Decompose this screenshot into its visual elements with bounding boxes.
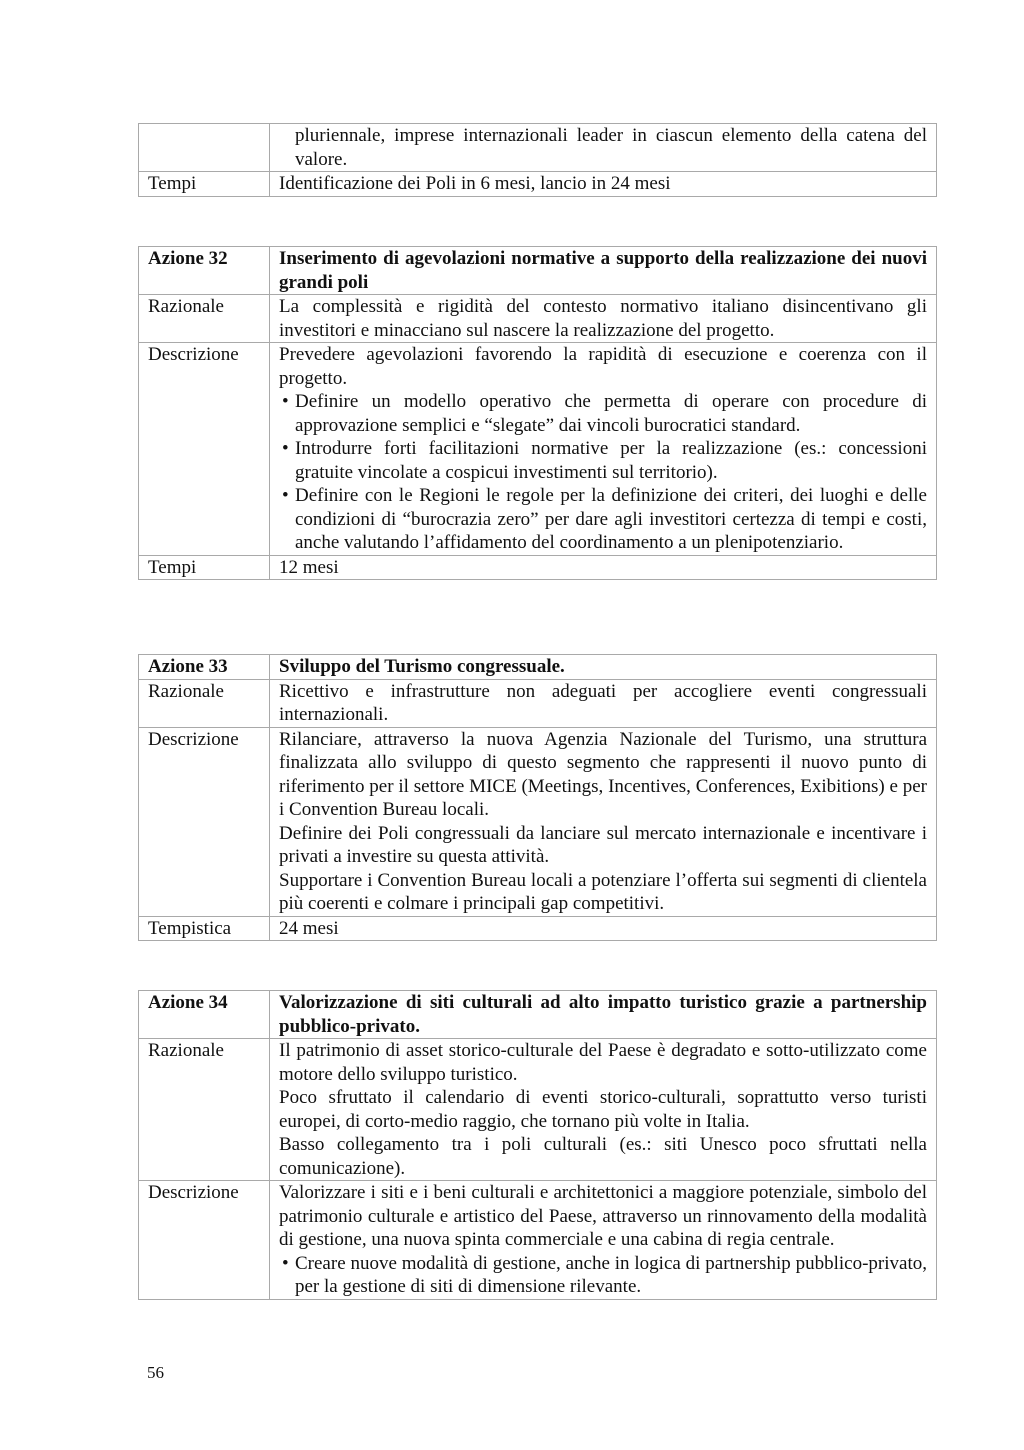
- action-title: Sviluppo del Turismo congressuale.: [270, 655, 937, 680]
- row-content-descrizione: [270, 343, 937, 556]
- row-label-empty: [139, 124, 270, 172]
- table-row: [139, 991, 937, 1039]
- row-content-tempi: Identificazione dei Poli in 6 mesi, lancio in 24 mesi: [270, 172, 937, 197]
- row-content-razionale: [270, 1039, 937, 1181]
- action-label: Azione 34: [139, 991, 270, 1039]
- action-label: Azione 32: [139, 247, 270, 295]
- table-continued: [138, 123, 937, 197]
- bullet-icon: •: [282, 391, 289, 412]
- row-label-razionale: Razionale: [139, 295, 270, 343]
- table-row: [139, 124, 937, 172]
- table-azione-32: [138, 246, 937, 580]
- paragraph: Basso collegamento tra i poli culturali (es.: siti Unesco poco sfruttati nella comunicazione).: [279, 1134, 927, 1179]
- bullet-item: [279, 390, 927, 437]
- row-content-razionale: Ricettivo e infrastrutture non adeguati per accogliere eventi congressuali internazionali.: [270, 679, 937, 727]
- paragraph: Supportare i Convention Bureau locali a potenziare l’offerta sui segmenti di clientela più coerenti e colmare i principali gap competitivi.: [279, 869, 927, 914]
- table-row: [139, 343, 937, 556]
- row-content-tempi: 12 mesi: [270, 555, 937, 580]
- row-label-descrizione: Descrizione: [139, 1181, 270, 1300]
- row-label-descrizione: Descrizione: [139, 727, 270, 916]
- action-title: Inserimento di agevolazioni normative a supporto della realizzazione dei nuovi grandi poli: [270, 247, 937, 295]
- row-content: [270, 124, 937, 172]
- bullet-item: [279, 484, 927, 555]
- action-label: Azione 33: [139, 655, 270, 680]
- table-row: [139, 655, 937, 680]
- table-row: [139, 916, 937, 941]
- paragraph: Definire dei Poli congressuali da lanciare sul mercato internazionale e incentivare i privati a investire su questa attività.: [279, 822, 927, 867]
- bullet-icon: •: [282, 1252, 289, 1274]
- table-row: [139, 172, 937, 197]
- action-title: Valorizzazione di siti culturali ad alto impatto turistico grazie a partnership pubblico-privato.: [270, 991, 937, 1039]
- bullet-text: Introdurre forti facilitazioni normative per la realizzazione (es.: concessioni gratuite vincolate a cospicui investimenti sul territorio).: [295, 438, 927, 483]
- table-row: [139, 1039, 937, 1181]
- table-row: [139, 1181, 937, 1300]
- row-label-tempi: Tempi: [139, 555, 270, 580]
- row-content-razionale: La complessità e rigidità del contesto normativo italiano disincentivano gli investitori e minacciano sul nascere la realizzazione del progetto.: [270, 295, 937, 343]
- row-label-tempi: Tempi: [139, 172, 270, 197]
- table-row: [139, 679, 937, 727]
- bullet-icon: •: [282, 485, 289, 506]
- descrizione-intro: Prevedere agevolazioni favorendo la rapidità di esecuzione e coerenza con il progetto.: [279, 344, 927, 389]
- row-label-razionale: Razionale: [139, 679, 270, 727]
- continued-text: pluriennale, imprese internazionali leader in ciascun elemento della catena del valore.: [295, 125, 927, 170]
- bullet-icon: •: [282, 438, 289, 459]
- table-row: [139, 295, 937, 343]
- paragraph: Poco sfruttato il calendario di eventi storico-culturali, soprattutto verso turisti europei, di corto-medio raggio, che tornano più volte in Italia.: [279, 1087, 927, 1132]
- table-row: [139, 555, 937, 580]
- bullet-item: [279, 437, 927, 484]
- row-label-descrizione: Descrizione: [139, 343, 270, 556]
- table-azione-33: [138, 654, 937, 941]
- table-azione-34: [138, 990, 937, 1300]
- descrizione-intro: Valorizzare i siti e i beni culturali e architettonici a maggiore potenziale, simbolo del patrimonio culturale e artistico del Paese, attraverso un rinnovamento della modalità di gestione, una nuova spinta commerciale e una cabina di regia centrale.: [279, 1182, 927, 1250]
- bullet-text: Creare nuove modalità di gestione, anche in logica di partnership pubblico-privato, per la gestione di siti di dimensione rilevante.: [295, 1252, 927, 1297]
- row-label-tempistica: Tempistica: [139, 916, 270, 941]
- bullet-text: Definire con le Regioni le regole per la definizione dei criteri, dei luoghi e delle condizioni di “burocrazia zero” per dare agli investitori certezza di tempi e costi, anche valutando l’affidamento del coordinamento a un plenipotenziario.: [295, 485, 927, 553]
- row-content-descrizione: [270, 1181, 937, 1300]
- table-row: [139, 247, 937, 295]
- row-label-razionale: Razionale: [139, 1039, 270, 1181]
- row-content-tempistica: 24 mesi: [270, 916, 937, 941]
- paragraph: Rilanciare, attraverso la nuova Agenzia Nazionale del Turismo, una struttura finalizzata allo sviluppo di questo segmento che rappresenti il nuovo punto di riferimento per il settore MICE (Meetings, Incentives, Conferences, Exibitions) e per i Convention Bureau locali.: [279, 728, 927, 820]
- bullet-text: Definire un modello operativo che permetta di operare con procedure di approvazione semplici e “slegate” dai vincoli burocratici standard.: [295, 391, 927, 436]
- table-row: [139, 727, 937, 916]
- row-content-descrizione: [270, 727, 937, 916]
- page-number: 56: [147, 1363, 164, 1382]
- paragraph: Il patrimonio di asset storico-culturale del Paese è degradato e sotto-utilizzato come motore dello sviluppo turistico.: [279, 1040, 927, 1085]
- bullet-item: [279, 1252, 927, 1299]
